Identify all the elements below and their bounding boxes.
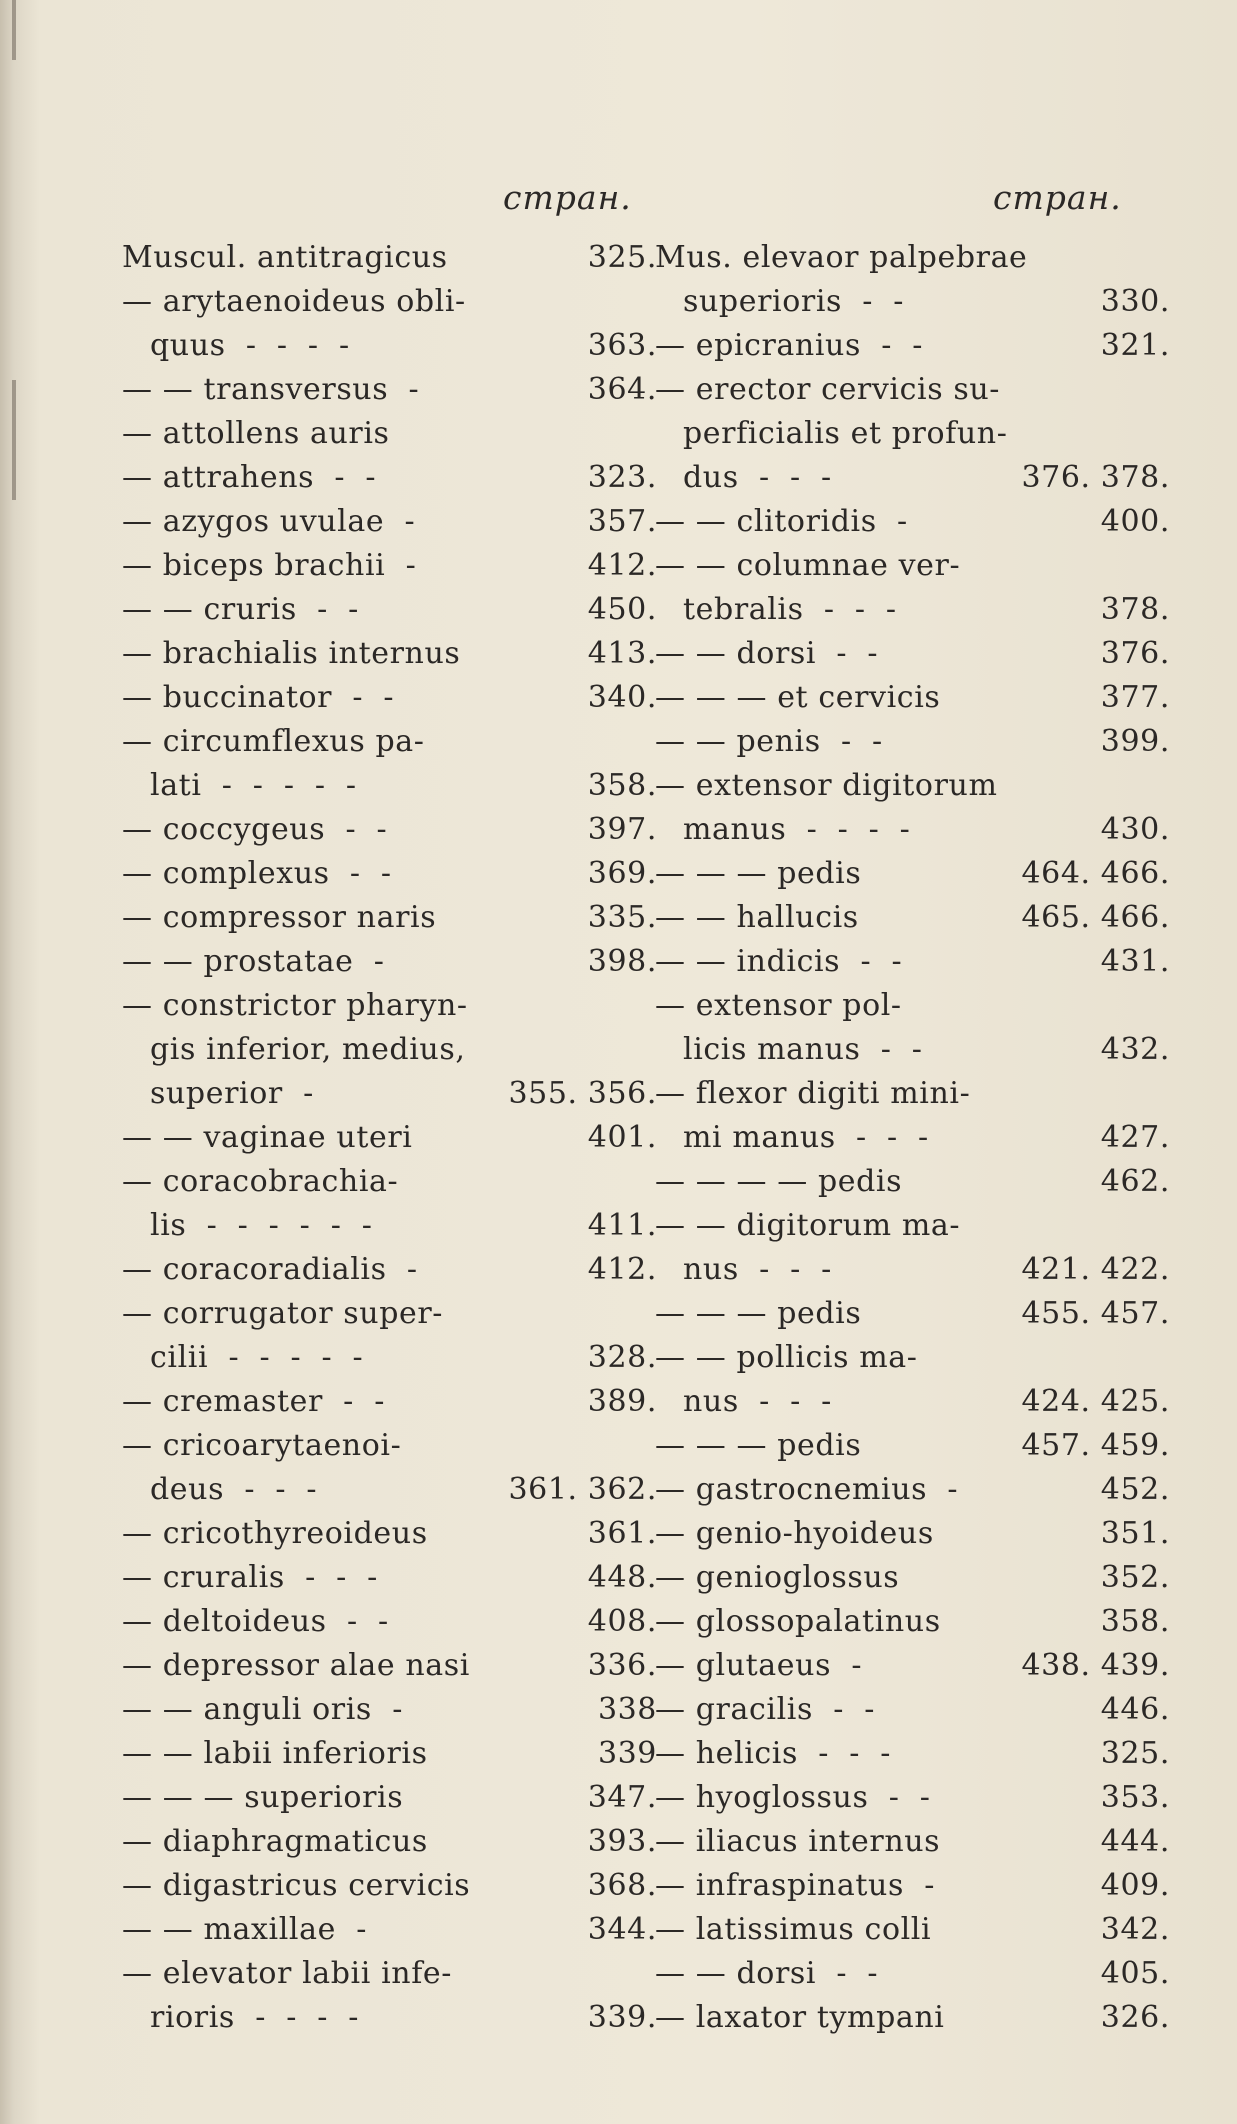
index-entry <box>122 1952 657 1996</box>
entry-page-number: 412. <box>587 1252 657 1287</box>
index-entry <box>122 676 657 720</box>
entry-page-number: 446. <box>1100 1692 1170 1727</box>
entry-term: — infraspinatus - <box>655 1868 935 1903</box>
index-entry <box>122 1336 657 1380</box>
entry-term: superioris - - <box>683 284 905 319</box>
entry-term: — flexor digiti mini- <box>655 1076 971 1111</box>
index-entry <box>655 896 1170 940</box>
page-header-right: стран. <box>993 178 1122 217</box>
entry-term: — glutaeus - <box>655 1648 863 1683</box>
entry-page-number: 357. <box>587 504 657 539</box>
entry-page-number: 421. 422. <box>1021 1252 1170 1287</box>
entry-term: — coracoradialis - <box>122 1252 418 1287</box>
entry-term: — — indicis - - <box>655 944 903 979</box>
entry-page-number: 321. <box>1100 328 1170 363</box>
entry-term: — elevator labii infe- <box>122 1956 452 1991</box>
entry-term: — laxator tympani <box>655 2000 945 2035</box>
entry-page-number: 413. <box>587 636 657 671</box>
entry-page-number: 431. <box>1100 944 1170 979</box>
entry-term: — extensor digitorum <box>655 768 998 803</box>
entry-term: mi manus - - - <box>683 1120 929 1155</box>
entry-term: — — prostatae - <box>122 944 385 979</box>
entry-page-number: 462. <box>1100 1164 1170 1199</box>
entry-term: — deltoideus - - <box>122 1604 389 1639</box>
entry-term: licis manus - - <box>683 1032 923 1067</box>
entry-page-number: 401. <box>587 1120 657 1155</box>
index-entry <box>122 500 657 544</box>
entry-term: — — — — pedis <box>655 1164 903 1199</box>
entry-page-number: 344. <box>587 1912 657 1947</box>
entry-term: — iliacus internus <box>655 1824 941 1859</box>
entry-page-number: 448. <box>587 1560 657 1595</box>
index-entry <box>122 1600 657 1644</box>
entry-page-number: 411. <box>587 1208 657 1243</box>
entry-term: — — hallucis <box>655 900 859 935</box>
entry-page-number: 399. <box>1100 724 1170 759</box>
index-entry <box>122 1204 657 1248</box>
index-entry <box>655 676 1170 720</box>
entry-page-number: 369. <box>587 856 657 891</box>
entry-page-number: 363. <box>587 328 657 363</box>
index-entry <box>655 940 1170 984</box>
entry-term: — — maxillae - <box>122 1912 367 1947</box>
index-entry <box>655 236 1170 280</box>
entry-page-number: 355. 356. <box>508 1076 657 1111</box>
entry-term: — arytaenoideus obli- <box>122 284 466 319</box>
entry-page-number: 427. <box>1100 1120 1170 1155</box>
entry-term: quus - - - - <box>150 328 350 363</box>
index-entry <box>655 808 1170 852</box>
index-entry <box>122 324 657 368</box>
index-entry <box>122 1688 657 1732</box>
entry-term: — — cruris - - <box>122 592 359 627</box>
entry-page-number: 342. <box>1100 1912 1170 1947</box>
index-entry <box>655 1732 1170 1776</box>
index-entry <box>122 1864 657 1908</box>
index-entry <box>655 500 1170 544</box>
entry-page-number: 361. 362. <box>508 1472 657 1507</box>
entry-page-number: 450. <box>587 592 657 627</box>
entry-term: rioris - - - - <box>150 2000 359 2035</box>
index-entry <box>122 456 657 500</box>
index-entry <box>122 984 657 1028</box>
entry-page-number: 389. <box>587 1384 657 1419</box>
entry-term: — — anguli oris - <box>122 1692 403 1727</box>
entry-page-number: 330. <box>1100 284 1170 319</box>
entry-page-number: 444. <box>1100 1824 1170 1859</box>
index-entry <box>655 588 1170 632</box>
entry-term: Mus. elevaor palpebrae <box>655 240 1028 275</box>
entry-term: — — columnae ver- <box>655 548 961 583</box>
index-entry <box>655 1512 1170 1556</box>
entry-page-number: 408. <box>587 1604 657 1639</box>
entry-term: — epicranius - - <box>655 328 923 363</box>
index-entry <box>122 720 657 764</box>
entry-term: — glossopalatinus <box>655 1604 941 1639</box>
entry-page-number: 457. 459. <box>1021 1428 1170 1463</box>
entry-term: — helicis - - - <box>655 1736 892 1771</box>
entry-page-number: 430. <box>1100 812 1170 847</box>
index-entry <box>122 280 657 324</box>
entry-term: — attrahens - - <box>122 460 377 495</box>
entry-page-number: 351. <box>1100 1516 1170 1551</box>
index-entry <box>655 1776 1170 1820</box>
entry-page-number: 364. <box>587 372 657 407</box>
entry-term: — digastricus cervicis <box>122 1868 471 1903</box>
index-entry <box>122 1644 657 1688</box>
entry-term: — biceps brachii - <box>122 548 417 583</box>
entry-term: nus - - - <box>683 1384 832 1419</box>
entry-term: — — dorsi - - <box>655 636 879 671</box>
entry-term: lati - - - - - <box>150 768 357 803</box>
entry-term: — — clitoridis - <box>655 504 908 539</box>
index-entry <box>655 1160 1170 1204</box>
index-entry <box>655 1468 1170 1512</box>
entry-page-number: 336. <box>587 1648 657 1683</box>
entry-page-number: 323. <box>587 460 657 495</box>
index-entry <box>122 940 657 984</box>
entry-page-number: 452. <box>1100 1472 1170 1507</box>
entry-page-number: 328. <box>587 1340 657 1375</box>
entry-page-number: 325. <box>1100 1736 1170 1771</box>
entry-term: — constrictor pharyn- <box>122 988 468 1023</box>
entry-page-number: 438. 439. <box>1021 1648 1170 1683</box>
entry-term: manus - - - - <box>683 812 911 847</box>
entry-page-number: 326. <box>1100 2000 1170 2035</box>
index-column-right <box>655 236 1170 2040</box>
entry-term: — circumflexus pa- <box>122 724 425 759</box>
entry-term: lis - - - - - - <box>150 1208 373 1243</box>
entry-page-number: 405. <box>1100 1956 1170 1991</box>
index-entry <box>655 1644 1170 1688</box>
index-entry <box>655 1116 1170 1160</box>
entry-term: — gracilis - - <box>655 1692 875 1727</box>
entry-term: — genioglossus <box>655 1560 900 1595</box>
entry-term: — genio-hyoideus <box>655 1516 934 1551</box>
entry-term: — — transversus - <box>122 372 420 407</box>
index-entry <box>655 1996 1170 2040</box>
index-entry <box>655 1688 1170 1732</box>
index-entry <box>655 764 1170 808</box>
entry-page-number: 339 <box>597 1736 657 1771</box>
index-entry <box>655 280 1170 324</box>
index-entry <box>122 1776 657 1820</box>
entry-page-number: 424. 425. <box>1021 1384 1170 1419</box>
entry-page-number: 412. <box>587 548 657 583</box>
index-entry <box>655 1028 1170 1072</box>
entry-term: — erector cervicis su- <box>655 372 1001 407</box>
index-entry <box>655 1380 1170 1424</box>
index-entry <box>122 1996 657 2040</box>
index-entry <box>122 368 657 412</box>
index-entry <box>122 1028 657 1072</box>
entry-term: — — — superioris <box>122 1780 404 1815</box>
entry-term: — — pollicis ma- <box>655 1340 918 1375</box>
index-entry <box>122 412 657 456</box>
index-entry <box>122 852 657 896</box>
entry-page-number: 432. <box>1100 1032 1170 1067</box>
index-entry <box>122 544 657 588</box>
entry-page-number: 455. 457. <box>1021 1296 1170 1331</box>
index-entry <box>655 456 1170 500</box>
index-entry <box>655 544 1170 588</box>
index-entry <box>122 1380 657 1424</box>
entry-term: — — penis - - <box>655 724 883 759</box>
index-entry <box>122 1248 657 1292</box>
entry-page-number: 377. <box>1100 680 1170 715</box>
index-entry <box>655 1556 1170 1600</box>
entry-term: — cremaster - - <box>122 1384 385 1419</box>
entry-term: — — — pedis <box>655 856 862 891</box>
entry-term: cilii - - - - - <box>150 1340 364 1375</box>
entry-term: — gastrocnemius - <box>655 1472 959 1507</box>
entry-term: — buccinator - - <box>122 680 395 715</box>
index-entry <box>655 1952 1170 1996</box>
entry-term: — compressor naris <box>122 900 437 935</box>
entry-page-number: 378. <box>1100 592 1170 627</box>
entry-page-number: 325. <box>587 240 657 275</box>
entry-term: — corrugator super- <box>122 1296 444 1331</box>
entry-term: — attollens auris <box>122 416 390 451</box>
entry-term: — — — pedis <box>655 1296 862 1331</box>
entry-term: — cricoarytaenoi- <box>122 1428 402 1463</box>
index-entry <box>122 236 657 280</box>
index-entry <box>655 368 1170 412</box>
index-entry <box>655 1248 1170 1292</box>
index-entry <box>655 984 1170 1028</box>
index-column-left <box>122 236 657 2040</box>
index-entry <box>655 1864 1170 1908</box>
entry-term: — — digitorum ma- <box>655 1208 961 1243</box>
entry-page-number: 358. <box>587 768 657 803</box>
index-entry <box>655 412 1170 456</box>
index-entry <box>122 896 657 940</box>
index-entry <box>655 1336 1170 1380</box>
entry-page-number: 340. <box>587 680 657 715</box>
index-entry <box>655 1072 1170 1116</box>
entry-page-number: 393. <box>587 1824 657 1859</box>
entry-page-number: 368. <box>587 1868 657 1903</box>
entry-page-number: 358. <box>1100 1604 1170 1639</box>
index-entry <box>122 1556 657 1600</box>
entry-term: — brachialis internus <box>122 636 461 671</box>
index-entry <box>122 1908 657 1952</box>
entry-term: — hyoglossus - - <box>655 1780 931 1815</box>
index-entry <box>122 1160 657 1204</box>
entry-term: deus - - - <box>150 1472 318 1507</box>
index-entry <box>122 1292 657 1336</box>
entry-term: — azygos uvulae - <box>122 504 416 539</box>
entry-term: — complexus - - <box>122 856 392 891</box>
entry-page-number: 376. <box>1100 636 1170 671</box>
entry-term: — — dorsi - - <box>655 1956 879 1991</box>
index-entry <box>122 1072 657 1116</box>
entry-page-number: 335. <box>587 900 657 935</box>
index-entry <box>655 1600 1170 1644</box>
page-header-left: стран. <box>503 178 632 217</box>
index-entry <box>122 588 657 632</box>
index-entry <box>655 1820 1170 1864</box>
index-entry <box>122 1424 657 1468</box>
entry-term: — coracobrachia- <box>122 1164 399 1199</box>
index-entry <box>122 764 657 808</box>
entry-page-number: 339. <box>587 2000 657 2035</box>
entry-term: — cricothyreoideus <box>122 1516 428 1551</box>
entry-term: perficialis et profun- <box>683 416 1008 451</box>
index-entry <box>122 1116 657 1160</box>
entry-page-number: 376. 378. <box>1021 460 1170 495</box>
entry-page-number: 464. 466. <box>1021 856 1170 891</box>
index-entry <box>655 324 1170 368</box>
index-entry <box>122 1468 657 1512</box>
index-entry <box>122 1820 657 1864</box>
entry-page-number: 398. <box>587 944 657 979</box>
entry-term: — — vaginae uteri <box>122 1120 413 1155</box>
entry-term: — latissimus colli <box>655 1912 932 1947</box>
binding-edge-mark <box>12 380 16 500</box>
index-entry <box>122 1512 657 1556</box>
entry-page-number: 352. <box>1100 1560 1170 1595</box>
entry-term: — depressor alae nasi <box>122 1648 470 1683</box>
entry-term: — diaphragmaticus <box>122 1824 428 1859</box>
entry-term: gis inferior, medius, <box>150 1032 466 1067</box>
entry-term: — — — pedis <box>655 1428 862 1463</box>
entry-page-number: 400. <box>1100 504 1170 539</box>
entry-term: nus - - - <box>683 1252 832 1287</box>
index-entry <box>122 808 657 852</box>
entry-page-number: 465. 466. <box>1021 900 1170 935</box>
index-entry <box>655 1424 1170 1468</box>
index-entry <box>655 1292 1170 1336</box>
entry-term: — extensor pol- <box>655 988 902 1023</box>
index-entry <box>122 632 657 676</box>
entry-page-number: 397. <box>587 812 657 847</box>
entry-term: — — — et cervicis <box>655 680 941 715</box>
entry-page-number: 353. <box>1100 1780 1170 1815</box>
index-entry <box>122 1732 657 1776</box>
entry-page-number: 361. <box>587 1516 657 1551</box>
entry-term: — — labii inferioris <box>122 1736 428 1771</box>
entry-term: tebralis - - - <box>683 592 897 627</box>
binding-edge-mark <box>12 0 16 60</box>
entry-term: dus - - - <box>683 460 832 495</box>
entry-term: — coccygeus - - <box>122 812 388 847</box>
entry-term: — cruralis - - - <box>122 1560 378 1595</box>
entry-term: superior - <box>150 1076 314 1111</box>
entry-term: Muscul. antitragicus <box>122 240 448 275</box>
index-entry <box>655 720 1170 764</box>
entry-page-number: 338 <box>597 1692 657 1727</box>
index-entry <box>655 1204 1170 1248</box>
index-entry <box>655 1908 1170 1952</box>
index-entry <box>655 852 1170 896</box>
index-entry <box>655 632 1170 676</box>
entry-page-number: 347. <box>587 1780 657 1815</box>
entry-page-number: 409. <box>1100 1868 1170 1903</box>
